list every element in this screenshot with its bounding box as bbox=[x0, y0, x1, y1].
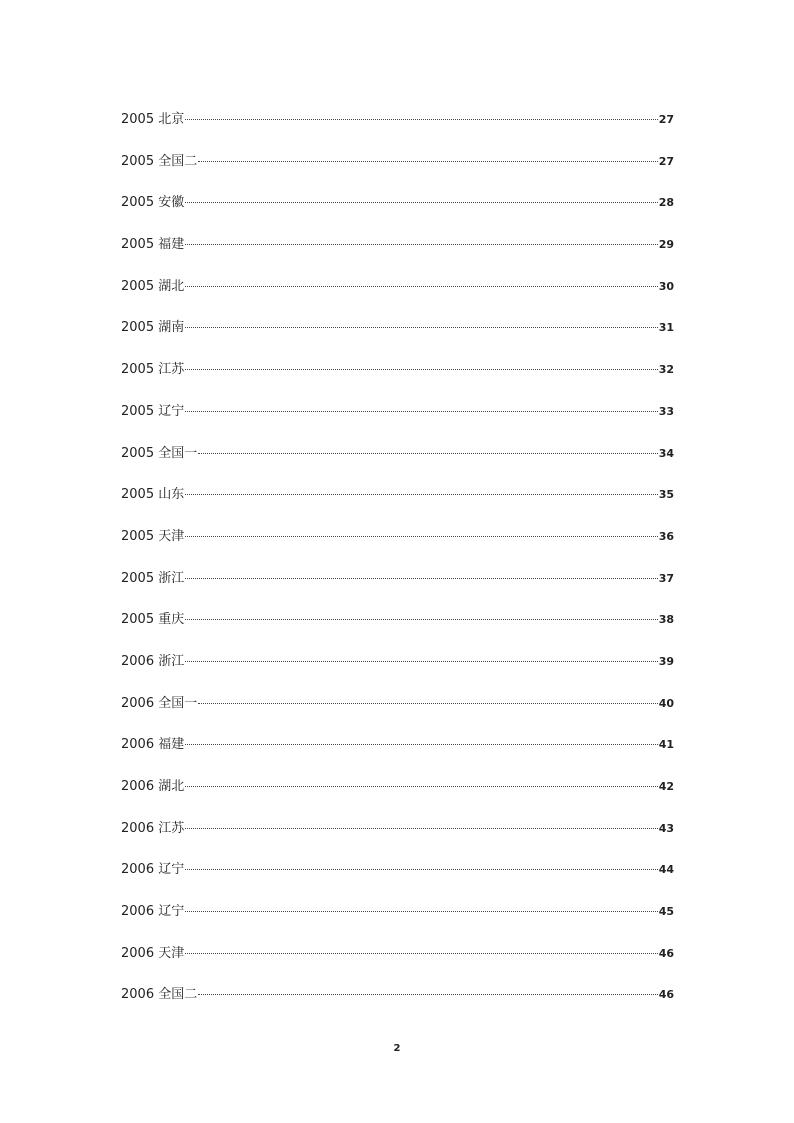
dot-leader bbox=[198, 994, 657, 995]
toc-entry-title[interactable]: 2006 全国二 bbox=[121, 987, 198, 1003]
toc-entry[interactable] bbox=[121, 483, 674, 525]
toc-entry-title[interactable]: 2005 辽宁 bbox=[121, 403, 185, 419]
toc-entry-page[interactable]: 33 bbox=[658, 404, 674, 418]
dot-leader bbox=[185, 327, 657, 328]
toc-entry[interactable] bbox=[121, 650, 674, 692]
dot-leader bbox=[185, 411, 657, 412]
toc-entry-page[interactable]: 41 bbox=[658, 738, 674, 752]
toc-entry-title[interactable]: 2005 天津 bbox=[121, 528, 185, 544]
toc-entry-page[interactable]: 30 bbox=[658, 279, 674, 293]
toc-entry-title[interactable]: 2006 辽宁 bbox=[121, 904, 185, 920]
toc-entry[interactable] bbox=[121, 400, 674, 442]
toc-entry[interactable] bbox=[121, 858, 674, 900]
toc-entry-page[interactable]: 31 bbox=[658, 321, 674, 335]
dot-leader bbox=[185, 828, 657, 829]
page-number: 2 bbox=[393, 1043, 401, 1054]
toc-entry-title[interactable]: 2005 山东 bbox=[121, 487, 185, 503]
toc-entry[interactable] bbox=[121, 775, 674, 817]
toc-entry-page[interactable]: 40 bbox=[658, 696, 674, 710]
toc-entry-title[interactable]: 2005 全国一 bbox=[121, 445, 198, 461]
toc-entry[interactable] bbox=[121, 150, 674, 192]
toc-entry-title[interactable]: 2005 安徽 bbox=[121, 195, 185, 211]
dot-leader bbox=[185, 202, 657, 203]
toc-entry[interactable] bbox=[121, 733, 674, 775]
toc-entry[interactable] bbox=[121, 942, 674, 984]
toc-entry-title[interactable]: 2005 重庆 bbox=[121, 612, 185, 628]
toc-entry-page[interactable]: 36 bbox=[658, 529, 674, 543]
toc-entry[interactable] bbox=[121, 567, 674, 609]
dot-leader bbox=[185, 953, 657, 954]
dot-leader bbox=[185, 744, 657, 745]
dot-leader bbox=[185, 869, 657, 870]
dot-leader bbox=[185, 619, 657, 620]
dot-leader bbox=[198, 161, 657, 162]
dot-leader bbox=[198, 453, 657, 454]
toc-entry-title[interactable]: 2006 天津 bbox=[121, 945, 185, 961]
dot-leader bbox=[185, 369, 657, 370]
toc-entry-page[interactable]: 28 bbox=[658, 196, 674, 210]
toc-entry[interactable] bbox=[121, 608, 674, 650]
dot-leader bbox=[185, 244, 657, 245]
toc-entry-page[interactable]: 37 bbox=[658, 571, 674, 585]
toc-entry-page[interactable]: 29 bbox=[658, 238, 674, 252]
dot-leader bbox=[198, 703, 657, 704]
toc-entry[interactable] bbox=[121, 191, 674, 233]
toc-entry[interactable] bbox=[121, 358, 674, 400]
toc-entry[interactable] bbox=[121, 983, 674, 1025]
toc-entry-title[interactable]: 2006 浙江 bbox=[121, 653, 185, 669]
toc-entry[interactable] bbox=[121, 275, 674, 317]
toc-entry-page[interactable]: 43 bbox=[658, 821, 674, 835]
toc-entry[interactable] bbox=[121, 525, 674, 567]
dot-leader bbox=[185, 286, 657, 287]
dot-leader bbox=[185, 661, 657, 662]
toc-entry-title[interactable]: 2005 福建 bbox=[121, 237, 185, 253]
dot-leader bbox=[185, 119, 657, 120]
toc-entry-title[interactable]: 2005 湖北 bbox=[121, 278, 185, 294]
toc-entry-page[interactable]: 27 bbox=[658, 154, 674, 168]
dot-leader bbox=[185, 536, 657, 537]
toc-entry-page[interactable]: 42 bbox=[658, 780, 674, 793]
dot-leader bbox=[185, 786, 657, 787]
toc-entry-title[interactable]: 2005 浙江 bbox=[121, 570, 185, 586]
toc-entry[interactable] bbox=[121, 233, 674, 275]
dot-leader bbox=[185, 494, 657, 495]
toc-entry-page[interactable]: 27 bbox=[658, 113, 674, 126]
toc-entry[interactable] bbox=[121, 692, 674, 734]
toc-entry-page[interactable]: 46 bbox=[658, 988, 674, 1002]
toc-entry-page[interactable]: 44 bbox=[658, 863, 674, 877]
toc-entry-page[interactable]: 38 bbox=[658, 613, 674, 627]
toc-entry-page[interactable]: 39 bbox=[658, 654, 674, 668]
table-of-contents bbox=[121, 108, 674, 1025]
toc-entry[interactable] bbox=[121, 316, 674, 358]
toc-entry-title[interactable]: 2006 湖北 bbox=[121, 779, 185, 794]
toc-entry-title[interactable]: 2006 江苏 bbox=[121, 820, 185, 836]
toc-entry-page[interactable]: 46 bbox=[658, 946, 674, 960]
toc-entry-page[interactable]: 34 bbox=[658, 446, 674, 460]
toc-entry[interactable] bbox=[121, 817, 674, 859]
toc-entry-title[interactable]: 2006 辽宁 bbox=[121, 862, 185, 878]
dot-leader bbox=[185, 578, 657, 579]
toc-entry-title[interactable]: 2005 江苏 bbox=[121, 362, 185, 378]
toc-entry-title[interactable]: 2005 全国二 bbox=[121, 153, 198, 169]
toc-entry-page[interactable]: 32 bbox=[658, 363, 674, 377]
dot-leader bbox=[185, 911, 657, 912]
toc-entry-title[interactable]: 2005 湖南 bbox=[121, 320, 185, 336]
toc-entry-title[interactable]: 2006 福建 bbox=[121, 737, 185, 753]
toc-entry-page[interactable]: 45 bbox=[658, 905, 674, 919]
toc-entry-page[interactable]: 35 bbox=[658, 488, 674, 502]
toc-entry[interactable] bbox=[121, 108, 674, 150]
toc-entry-title[interactable]: 2005 北京 bbox=[121, 112, 185, 127]
toc-entry[interactable] bbox=[121, 442, 674, 484]
toc-entry-title[interactable]: 2006 全国一 bbox=[121, 695, 198, 711]
toc-entry[interactable] bbox=[121, 900, 674, 942]
